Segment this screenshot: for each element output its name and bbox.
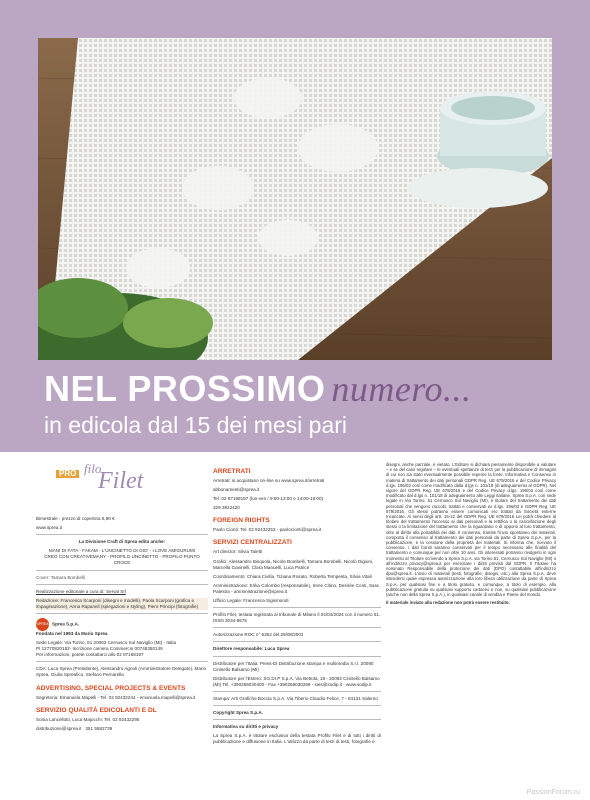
sprea-address: Sede Legale: Via Torino, 51 20063 Cernusco Sul Naviglio (MI) - Italia PI 12770820152- Iscrizione camera Commercio 00746350149 Per informazioni, potete contattarci allo 02 87168197 xyxy=(36,640,177,658)
sprea-block xyxy=(36,618,208,637)
sprea-founded: Fondata nel 1993 da Mario Sprea xyxy=(36,630,108,636)
headline-script: numero... xyxy=(331,369,472,409)
coordinamento: Coordinamento: Chiara Civilla, Tiziana Rosato, Roberta Tempesta, Silvia Vitali xyxy=(213,573,372,579)
direttore: Direttore responsabile: Luca Sprea xyxy=(213,646,290,652)
servizi-title: SERVIZI CENTRALIZZATI xyxy=(213,539,292,547)
sprea-name: Sprea S.p.A. xyxy=(52,621,80,627)
copyright: Copyright Sprea S.p.A. xyxy=(213,709,264,715)
foreign-text: Paolo Cionti: Tel. 02 92432253 - paolocionti@sprea.it xyxy=(213,527,322,533)
divider xyxy=(213,656,381,657)
divider xyxy=(213,607,381,608)
watermark: PassionForum.ru xyxy=(526,789,580,796)
arretrati-text: Arretrati: si acquistano on-line su www.sprea.it/arretrati xyxy=(213,478,325,483)
arretrati-title: ARRETRATI xyxy=(213,468,251,475)
adv-text: Segreteria: Emanuela Mapelli - Tel. 02 92432244 - emanuela.mapelli@sprea.it xyxy=(36,694,196,700)
grafici: Grafici: Alessandro Bisquola, Nicole Bombelli, Tamara Bombelli, Nicolò Digiuni, Marcella Gavinelli, Clara Manuelli, Luca Patrice xyxy=(213,558,374,570)
info-title: Informativa su diritti e privacy xyxy=(213,724,279,730)
service-contact xyxy=(36,726,208,732)
service-text: Sonia Lancellotti, Luca Majocchi: Tel. 02 92432295 xyxy=(36,716,140,722)
divider xyxy=(36,613,208,614)
division-titles: MANI DI FATA - FAKAM - L'UNCINETTO DI GIO' - I LOVE AMIGURUMI CREO CON CREATIVEMANY - PROFILO UNCINETTO - PROFILO PUNTO CROCE xyxy=(44,548,200,566)
stampa: Stampa: Arti Grafiche Boccia S.p.A. Via Tiberio Claudio Felice, 7 - 84131 Salerno xyxy=(213,695,378,701)
privacy-text: disegni, anche parziale, è vietato. L'Editore si dichiara pienamente disponibile a valutare – e se del caso regolare – le eventuali spettanze di terzi per la pubblicazione di immagini di cui non sia stato eventualmente possibile reperire la fonte. Informativa e Consenso in materia di trattamento dei dati personali GDPR Reg. UE 679/2016 e del Codice Privacy d.lgs. 196/03 così come modificato dalla d.lgs n. 101/18 (di adeguamento al GDPR). Nel vigore del GDPR Reg. UE 679/2016 e del Codice Privacy d.lgs. 196/03 così come modificato dal d.lgs n. 101/18 di adeguamento alle Leggi italiane. Sprea S.p.A. con sede legale in Via Torino, 51 Cernusco Sul Naviglio (MI), è titolare del trattamento dei dati personali che vengono raccolti, trattati e conservati ex d.lgs. 196/03 e GDPR Reg. UE 679/2016. Gli stessi potranno essere comunicati e/o trattati da Società esterne Incaricate. Ai sensi degli artt. 15-22 del GDPR Reg. UE 679/2016 Lei potrà chiedere al titolare del trattamento l'accesso ai dati personali e la rettifica o la cancellazione degli stessi o la limitazione del trattamento che la riguardano o di opporsi al loro trattamento, oltre al diritto alla portabilità dei dati. Il consenso, tramite l'invio spontaneo dei materiali, comporta il consenso al trattamento dei dati personali da parte di Sprea S.p.A. per la pubblicazione, e la cessione della proprietà dei materiali. Si informa che, ricevuto il consenso, i dati forniti saranno conservati per il tempo necessario alle finalità del trattamento e comunque per non oltre 10 anni. Gli interessati potranno rivolgersi in ogni momento al Titolare scrivendo a Sprea S.p.A. via Torino 51, Cernusco Sul Naviglio (MI) o all'indirizzo privacy@sprea.it per esercitare i diritti previsti dal GDPR. Il Titolare ha nominato Responsabile della protezione dei dati (DPO) contattabile all'indirizzo dpo@sprea.it. L'invio di materiali (testi, fotografie, disegni, etc.) alla Sprea S.p.A. deve intendersi quale espressa autorizzazione alla loro libera utilizzazione da parte di Sprea S.p.A. per qualsiasi fine e a titolo gratuito, e comunque, a titolo di esempio, alla pubblicazione gratuita su qualsiasi supporto cartaceo e non, su qualsiasi pubblicazione (anche non della Sprea S.p.A.), in qualsiasi canale di vendita e Paese del mondo. xyxy=(386,462,556,598)
photo-illustration xyxy=(38,38,552,360)
price-text: Bimestrale - prezzo di copertina 6,90 € xyxy=(36,516,115,521)
divider xyxy=(36,570,208,571)
arretrati-phone: 329 3922420 xyxy=(213,505,240,511)
headline-subtitle: in edicola dal 15 dei mesi pari xyxy=(44,412,348,438)
distrib-italia: Distributore per l'Italia: Press-Di Distribuzione stampa e multimedia S.r.l. 20090 Cinisello Balsamo (MI) xyxy=(213,660,374,672)
amministrazione: Amministrazione: Erika Colombo (responsabile), Irene Citino, Desirée Conti, Sara Palestra - amministrazione@sprea.it xyxy=(213,582,379,594)
divider xyxy=(36,534,208,535)
service-mail[interactable]: distribuzione@sprea.it xyxy=(36,725,82,731)
arretrati-mail[interactable]: abbonamenti@sprea.it xyxy=(213,487,260,493)
headline-main-text: NEL PROSSIMO xyxy=(44,368,326,409)
distrib-estero: Distributore per l'Estero: SO.DI.P S.p.A. Via Bettola, 18 - 20092 Cinisello Balsamo (MI) Tel. +390266030400 - Fax +390266030269 - sies@sodip.it - www.sodip.it xyxy=(213,675,380,687)
privacy-final: Il materiale inviato alla redazione non potrà essere restituito. xyxy=(386,600,510,606)
cover-credit: Cover: Tamara Bombelli xyxy=(36,574,85,580)
roc: Autorizzazione ROC n° 6352 del 29/08/2001 xyxy=(213,632,304,638)
logo-filet: Filet xyxy=(98,468,144,494)
arretrati-tel: Tel. 02 87168197 (lun-ven / 9:00-13:00 e 14:00-18:00) xyxy=(213,496,324,502)
divider xyxy=(36,584,208,585)
colophon-column-2 xyxy=(213,462,381,748)
divider xyxy=(213,641,381,642)
service-title: SERVIZIO QUALITÀ EDICOLANTI E DL xyxy=(36,706,157,714)
logo-pro: PRO xyxy=(56,470,79,478)
next-issue-headline xyxy=(44,370,564,439)
colophon-column-1 xyxy=(36,462,208,735)
foreign-title: FOREIGN RIGHTS xyxy=(213,517,270,525)
site-link[interactable]: www.sprea.it xyxy=(36,525,63,531)
logo-filo: filo xyxy=(84,461,102,476)
colophon-column-3 xyxy=(386,462,556,608)
registration: Profilo Filet, testata registrata al tribunale di Milano il 04/04/2024 con il numero 51. ISSN 3034-6575 xyxy=(213,612,381,624)
divider xyxy=(36,661,208,662)
sprea-badge: SPREA xyxy=(36,618,49,631)
ufficio-legale: Ufficio Legale: Francesca Sigismondi xyxy=(213,598,289,604)
editorial-detail: Redazione: Francesca Scarponi (disegni e modelli), Paola Scarponi (grafica e impaginazione), Anna Rapaneli (spiegazioni e styling), Piero Principi (fotografie) xyxy=(36,598,208,610)
cda-text: CDA: Luca Sprea (Presidente), Alessandro Agnoli (Amministratore Delegato), Mario Sprea, Giulia Spreafico, Stefano Pernarella xyxy=(36,666,207,678)
division-title: La Divisione Craft di Sprea edita anche: xyxy=(78,539,166,545)
editorial-credit: Realizzazione editoriale a cura di: Serval Srl xyxy=(36,588,126,594)
art-director: Art director: Silvia Taietti xyxy=(213,549,263,555)
colophon xyxy=(0,452,590,800)
service-phone: 351 5582739 xyxy=(85,725,113,731)
info-text: La Sprea S.p.A. è titolare esclusiva della testata Profilo Filet e di tutti i diritti di pubblicazione e diffusione in Italia. L'utilizzo da parte di terzi di testi, fotografie e xyxy=(213,733,381,745)
divider xyxy=(213,719,381,720)
profilo-filet-logo xyxy=(56,461,208,506)
adv-title: ADVERTISING, SPECIAL PROJECTS & EVENTS xyxy=(36,684,186,692)
divider xyxy=(213,691,381,692)
filet-runner-photo xyxy=(38,38,552,360)
headline-main xyxy=(44,370,564,408)
divider xyxy=(213,627,381,628)
divider xyxy=(213,705,381,706)
